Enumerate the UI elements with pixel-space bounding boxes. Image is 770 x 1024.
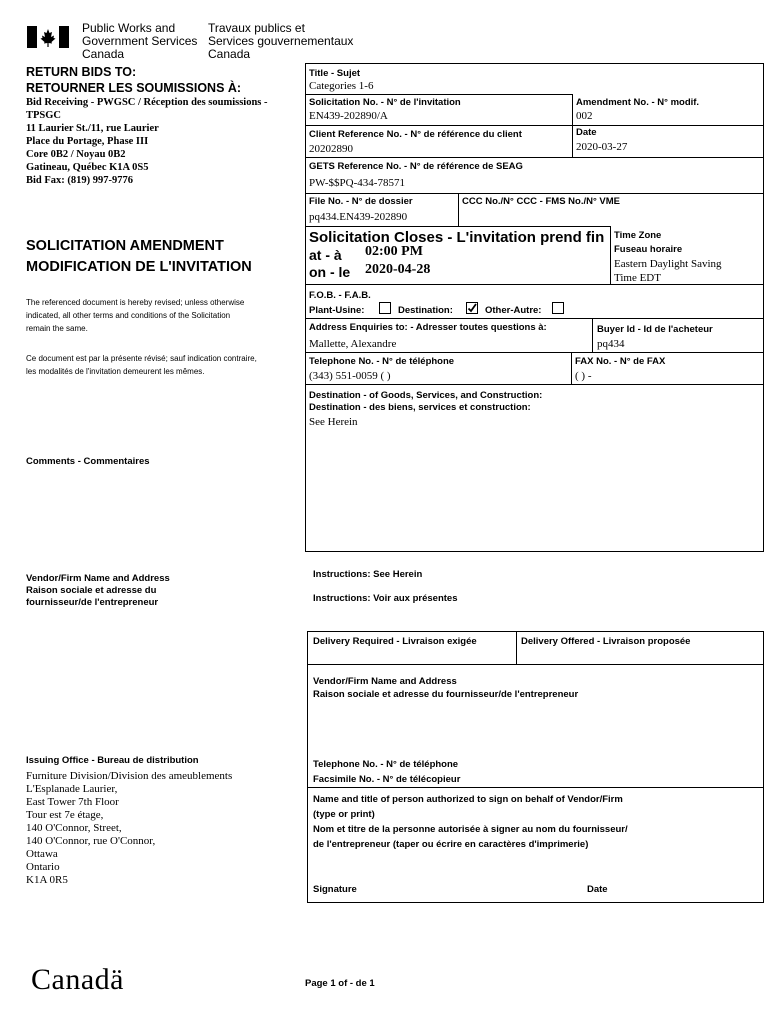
- vendor-name-label-left: [26, 573, 170, 609]
- notice-en-line: The referenced document is hereby revised; unless otherwise: [26, 298, 245, 307]
- file-no-label: File No. - N° de dossier: [309, 196, 413, 207]
- notice-en-line: indicated, all other terms and conditions of the Solicitation: [26, 311, 231, 320]
- signer-line: (type or print): [313, 809, 375, 820]
- canada-wordmark: Canadä: [31, 963, 124, 996]
- bid-fax: Bid Fax: (819) 997-9776: [26, 175, 134, 186]
- signer-line: Name and title of person authorized to sign on behalf of Vendor/Firm: [313, 794, 623, 805]
- fob-label: F.O.B. - F.A.B.: [309, 290, 371, 301]
- vendor-label-line: fournisseur/de l'entrepreneur: [26, 597, 159, 608]
- other-autre-label: Other-Autre:: [485, 305, 542, 316]
- amendment-title-fr: MODIFICATION DE L'INVITATION: [26, 259, 252, 275]
- authorized-signer-label: [313, 792, 628, 852]
- signature-label: Signature: [313, 884, 357, 895]
- dept-en-line-2: Government Services: [82, 34, 198, 48]
- vendor-firm-label: [313, 675, 578, 701]
- checkmark-icon: [466, 302, 478, 314]
- amendment-no-label: Amendment No. - N° modif.: [576, 97, 700, 108]
- closing-time-value: 02:00 PM: [365, 244, 423, 259]
- time-zone-label: [614, 229, 682, 257]
- vendor-label-line: Vendor/Firm Name and Address: [26, 573, 170, 584]
- solicitation-closes-label: Solicitation Closes - L'invitation prend fin: [309, 229, 605, 246]
- dept-en-line-1: Public Works and: [82, 21, 176, 35]
- vendor-firm-line-en: Vendor/Firm Name and Address: [313, 676, 457, 687]
- retourner-soumissions: RETOURNER LES SOUMISSIONS À:: [26, 81, 242, 95]
- bid-address-line: 11 Laurier St./11, rue Laurier: [26, 123, 159, 134]
- bid-address-line: TPSGC: [26, 110, 62, 121]
- client-ref-label: Client Reference No. - N° de référence du client: [309, 129, 522, 140]
- issuing-line: Ottawa: [26, 848, 58, 860]
- dest-goods-line-en: Destination - of Goods, Services, and Construction:: [309, 390, 543, 401]
- issuing-line: K1A 0R5: [26, 874, 68, 886]
- ccc-no-label: CCC No./N° CCC - FMS No./N° VME: [462, 196, 621, 207]
- vendor-telephone-label: Telephone No. - N° de téléphone: [313, 759, 459, 770]
- on-label: on - le: [309, 264, 351, 280]
- fax-label: FAX No. - N° de FAX: [575, 356, 666, 367]
- destination-goods-value: See Herein: [309, 416, 358, 428]
- bid-receiving-address: [26, 96, 268, 187]
- dest-goods-line-fr: Destination - des biens, services et construction:: [309, 402, 531, 413]
- notice-en-line: remain the same.: [26, 324, 88, 333]
- issuing-line: Tour est 7e étage,: [26, 809, 104, 821]
- date-value: 2020-03-27: [576, 141, 628, 153]
- at-label: at - à: [309, 247, 342, 263]
- issuing-line: 140 O'Connor, rue O'Connor,: [26, 835, 156, 847]
- dept-fr-line-3: Canada: [208, 47, 251, 61]
- bid-address-line: Bid Receiving - PWGSC / Réception des soumissions -: [26, 97, 268, 108]
- tz-value-line: Eastern Daylight Saving: [614, 258, 722, 270]
- address-enquiries-value: Mallette, Alexandre: [309, 338, 397, 350]
- destination-goods-label: [309, 390, 542, 414]
- issuing-line: East Tower 7th Floor: [26, 796, 119, 808]
- telephone-value: (343) 551-0059 ( ): [309, 370, 391, 382]
- gets-ref-value: PW-$$PQ-434-78571: [309, 177, 405, 189]
- delivery-offered-label: Delivery Offered - Livraison proposée: [521, 636, 691, 647]
- department-name-en: [82, 22, 197, 61]
- return-bids-to: RETURN BIDS TO:: [26, 65, 137, 79]
- client-ref-value: 20202890: [309, 143, 353, 155]
- issuing-line: 140 O'Connor, Street,: [26, 822, 122, 834]
- department-name-fr: [208, 22, 353, 61]
- closing-date-value: 2020-04-28: [365, 262, 431, 277]
- return-bids-heading: [26, 64, 241, 96]
- bid-address-line: Place du Portage, Phase III: [26, 136, 149, 147]
- issuing-office-label: Issuing Office - Bureau de distribution: [26, 755, 199, 766]
- fax-value: ( ) -: [575, 370, 592, 382]
- document-title: [26, 236, 252, 278]
- amendment-title-en: SOLICITATION AMENDMENT: [26, 238, 224, 254]
- page-number: Page 1 of - de 1: [305, 978, 375, 989]
- other-autre-checkbox[interactable]: [552, 302, 564, 314]
- dept-en-line-3: Canada: [82, 47, 125, 61]
- gets-ref-label: GETS Reference No. - N° de référence de SEAG: [309, 161, 523, 172]
- dept-fr-line-1: Travaux publics et: [208, 21, 305, 35]
- canada-flag-icon: [27, 26, 69, 53]
- date-label: Date: [576, 127, 597, 138]
- time-zone-value: [614, 257, 722, 285]
- tz-value-line: Time EDT: [614, 272, 661, 284]
- instructions-en: Instructions: See Herein: [313, 569, 423, 580]
- buyer-id-value: pq434: [597, 338, 625, 350]
- tz-label-fr: Fuseau horaire: [614, 244, 683, 255]
- signature-date-label: Date: [587, 884, 608, 895]
- issuing-line: L'Esplanade Laurier,: [26, 783, 118, 795]
- revision-notice-en: [26, 296, 244, 335]
- tz-label-en: Time Zone: [614, 230, 662, 241]
- solicitation-no-label: Solicitation No. - N° de l'invitation: [309, 97, 461, 108]
- dept-fr-line-2: Services gouvernementaux: [208, 34, 354, 48]
- plant-usine-checkbox[interactable]: [379, 302, 391, 314]
- issuing-office-address: [26, 770, 232, 887]
- solicitation-no-value: EN439-202890/A: [309, 110, 388, 122]
- notice-fr-line: les modalités de l'invitation demeurent les mêmes.: [26, 367, 205, 376]
- signer-line: Nom et titre de la personne autorisée à signer au nom du fournisseur/: [313, 824, 628, 835]
- signer-line: de l'entrepreneur (taper ou écrire en caractères d'imprimerie): [313, 839, 589, 850]
- bid-address-line: Gatineau, Québec K1A 0S5: [26, 162, 149, 173]
- amendment-no-value: 002: [576, 110, 593, 122]
- file-no-value: pq434.EN439-202890: [309, 211, 408, 223]
- buyer-id-label: Buyer Id - Id de l'acheteur: [597, 324, 713, 335]
- plant-usine-label: Plant-Usine:: [309, 305, 365, 316]
- vendor-label-line: Raison sociale et adresse du: [26, 585, 157, 596]
- title-value: Categories 1-6: [309, 80, 374, 92]
- destination-checkbox[interactable]: [466, 302, 478, 314]
- vendor-facsimile-label: Facsimile No. - N° de télécopieur: [313, 774, 461, 785]
- vendor-firm-line-fr: Raison sociale et adresse du fournisseur/de l'entrepreneur: [313, 689, 579, 700]
- revision-notice-fr: [26, 352, 257, 378]
- destination-label: Destination:: [398, 305, 453, 316]
- address-enquiries-label: Address Enquiries to: - Adresser toutes questions à:: [309, 322, 547, 333]
- issuing-line: Furniture Division/Division des ameublements: [26, 770, 233, 782]
- instructions-fr: Instructions: Voir aux présentes: [313, 593, 458, 604]
- telephone-label: Telephone No. - N° de téléphone: [309, 356, 455, 367]
- comments-label: Comments - Commentaires: [26, 456, 150, 467]
- bid-address-line: Core 0B2 / Noyau 0B2: [26, 149, 126, 160]
- title-label: Title - Sujet: [309, 68, 361, 79]
- notice-fr-line: Ce document est par la présente révisé; sauf indication contraire,: [26, 354, 257, 363]
- delivery-required-label: Delivery Required - Livraison exigée: [313, 636, 477, 647]
- issuing-line: Ontario: [26, 861, 60, 873]
